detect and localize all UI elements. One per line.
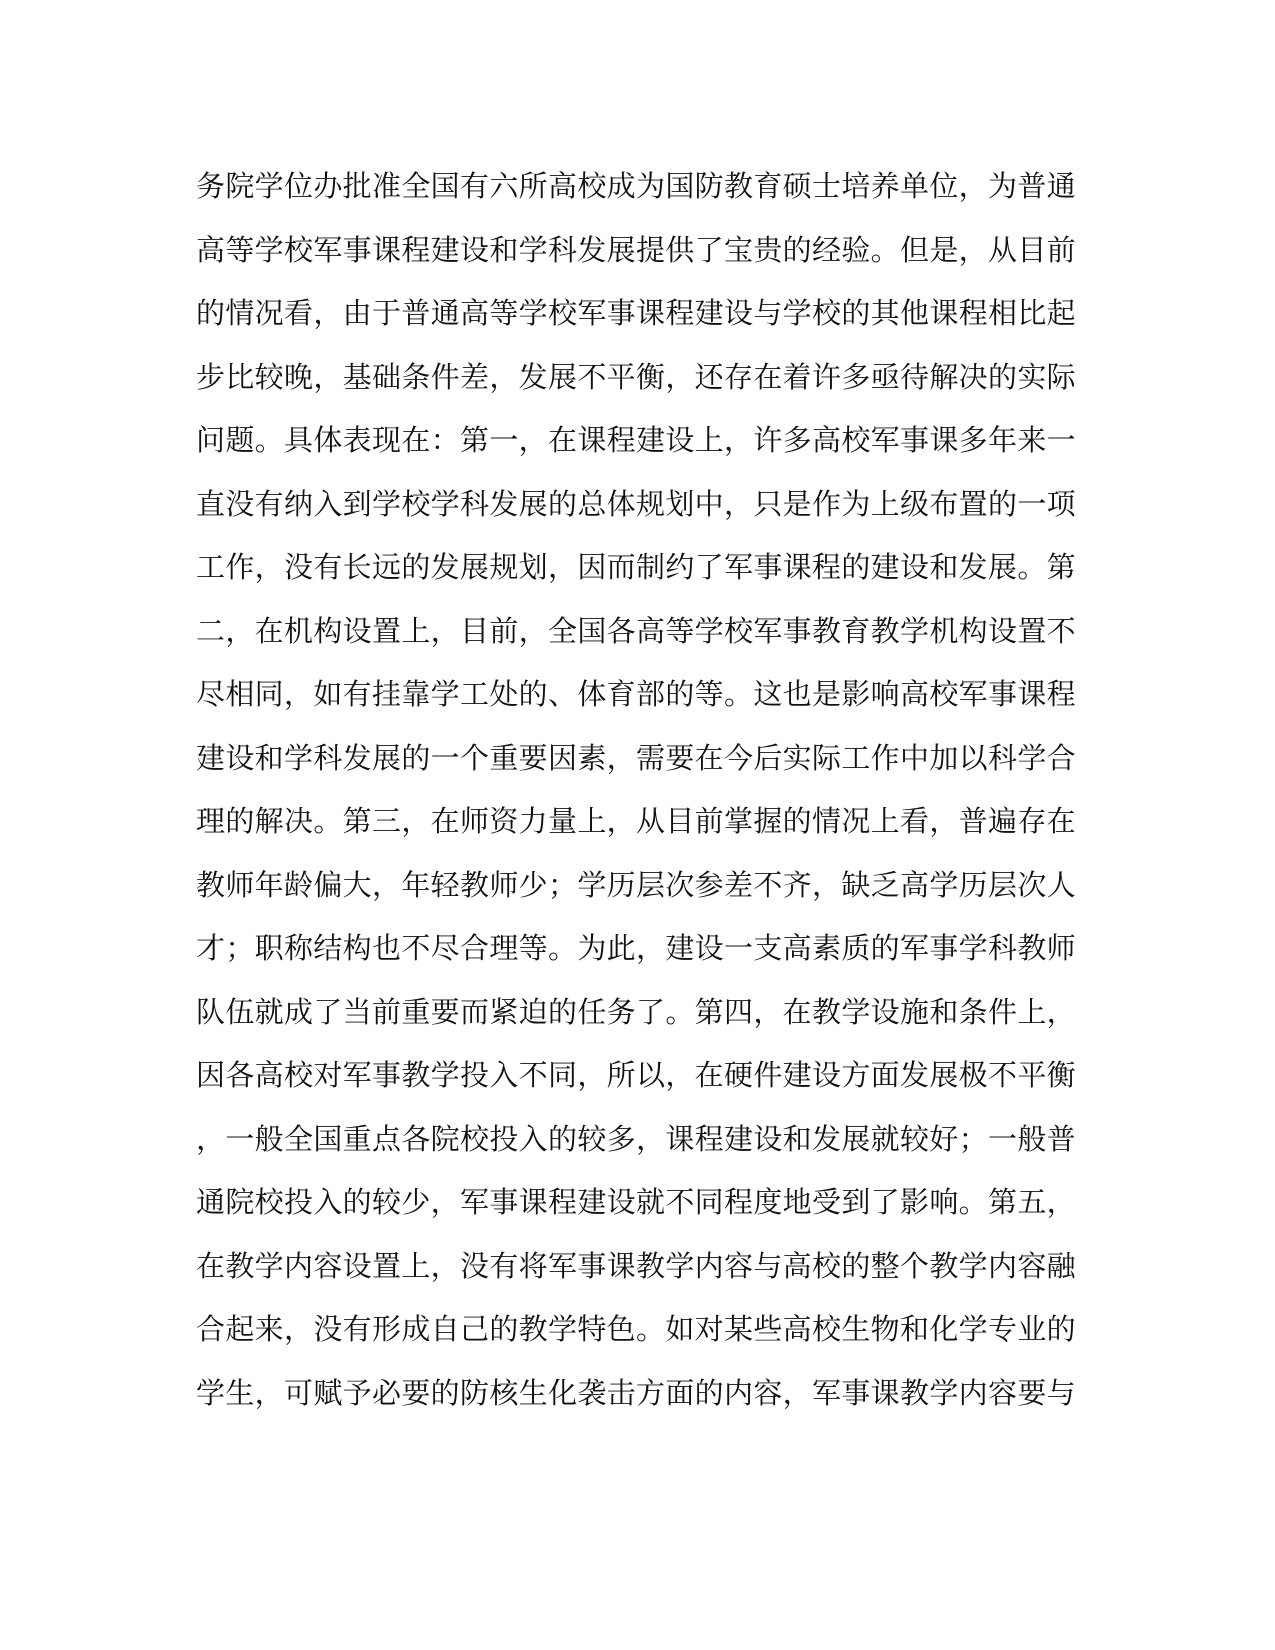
text-line: 队伍就成了当前重要而紧迫的任务了。第四，在教学设施和条件上， xyxy=(196,994,1076,1029)
text-line: 才；职称结构也不尽合理等。为此，建设一支高素质的军事学科教师 xyxy=(196,931,1076,965)
text-line: 务院学位办批准全国有六所高校成为国防教育硕士培养单位，为普通 xyxy=(196,169,1076,203)
text-line: 直没有纳入到学校学科发展的总体规划中，只是作为上级布置的一项 xyxy=(196,486,1076,521)
text-line: 教师年龄偏大，年轻教师少；学历层次参差不齐，缺乏高学历层次人 xyxy=(196,867,1076,902)
text-line: 通院校投入的较少，军事课程建设就不同程度地受到了影响。第五， xyxy=(196,1185,1076,1219)
text-line: ，一般全国重点各院校投入的较多，课程建设和发展就较好；一般普 xyxy=(196,1121,1076,1156)
text-line: 问题。具体表现在：第一，在课程建设上，许多高校军事课多年来一 xyxy=(196,423,1076,457)
text-line: 学生，可赋予必要的防核生化袭击方面的内容，军事课教学内容要与 xyxy=(196,1375,1076,1410)
text-line: 因各高校对军事教学投入不同，所以，在硬件建设方面发展极不平衡 xyxy=(196,1058,1076,1092)
text-line: 工作，没有长远的发展规划，因而制约了军事课程的建设和发展。第 xyxy=(196,550,1076,584)
text-line: 二，在机构设置上，目前，全国各高等学校军事教育教学机构设置不 xyxy=(196,613,1076,648)
text-line: 的情况看，由于普通高等学校军事课程建设与学校的其他课程相比起 xyxy=(196,296,1076,330)
text-line: 尽相同，如有挂靠学工处的、体育部的等。这也是影响高校军事课程 xyxy=(196,677,1076,711)
text-line: 步比较晚，基础条件差，发展不平衡，还存在着许多亟待解决的实际 xyxy=(196,359,1076,394)
text-line: 合起来，没有形成自己的教学特色。如对某些高校生物和化学专业的 xyxy=(196,1312,1076,1346)
body-paragraph xyxy=(196,155,1076,1425)
text-line: 理的解决。第三，在师资力量上，从目前掌握的情况上看，普遍存在 xyxy=(196,804,1076,838)
text-line: 高等学校军事课程建设和学科发展提供了宝贵的经验。但是，从目前 xyxy=(196,232,1076,267)
text-line: 建设和学科发展的一个重要因素，需要在今后实际工作中加以科学合 xyxy=(196,740,1076,775)
text-line: 在教学内容设置上，没有将军事课教学内容与高校的整个教学内容融 xyxy=(196,1248,1076,1283)
